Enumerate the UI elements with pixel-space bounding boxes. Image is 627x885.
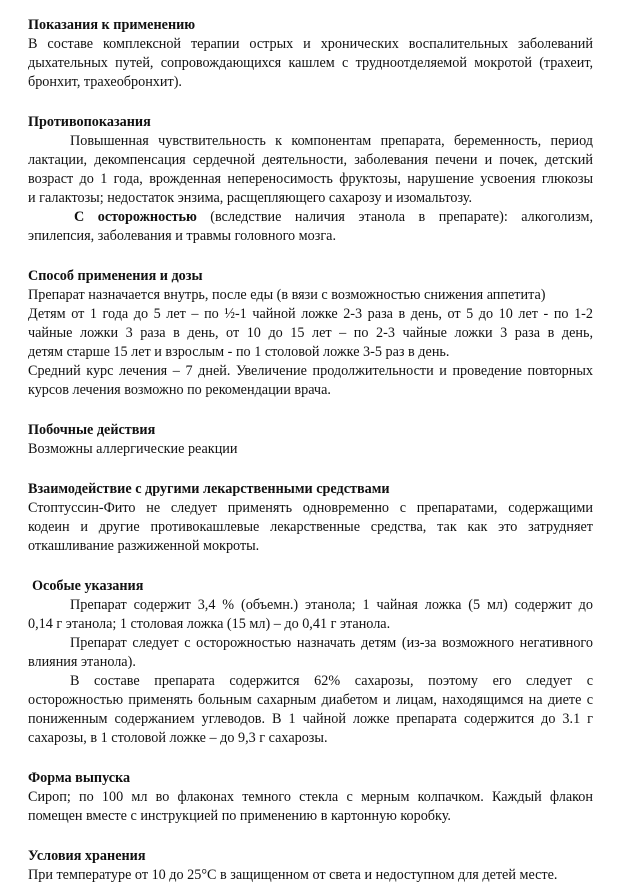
section-title-special: Особые указания [32,578,144,594]
text-line: чайные ложки 3 раза в день, от 10 до 15 лет – по 2-3 чайные ложки 3 раза в день, [28,325,593,341]
text-line: При температуре от 10 до 25°C в защищенном от света и недоступном для детей месте. [28,867,558,883]
text-line: Препарат следует с осторожностью назначать детям (из-за возможного негативного [70,635,593,651]
section-title-indications: Показания к применению [28,17,196,33]
section-form [28,769,593,826]
text-line: сахарозы, в 1 столовой ложке – до 9,3 г сахарозы. [28,730,328,746]
section-contraindications [28,113,593,246]
section-indications [28,16,593,92]
section-title-contraindications: Противопоказания [28,114,151,130]
text-line: дыхательных путей, сопровождающихся кашлем с трудноотделяемой мокротой (трахеит, [28,55,593,71]
section-interactions [28,480,593,556]
text-line: курсов лечения возможно по рекомендации врача. [28,382,331,398]
section-dosage [28,267,593,400]
text-line: Средний курс лечения – 7 дней. Увеличение продолжительности и проведение повторных [28,363,593,379]
text-line: Сироп; по 100 мл во флаконах темного стекла с мерным колпачком. Каждый флакон [28,789,593,805]
section-special [28,577,593,748]
section-title-dosage: Способ применения и дозы [28,268,203,284]
text-line: и галактозы; недостаток энзима, расщепляющего сахарозу и изомальтозу. [28,190,473,206]
text-line: влияния этанола). [28,654,136,670]
text-line: помещен вместе с инструкцией по применению в картонную коробку. [28,808,451,824]
text-line: Препарат назначается внутрь, после еды (в вязи с возможностью снижения аппетита) [28,287,546,303]
section-title-interactions: Взаимодействие с другими лекарственными средствами [28,481,390,497]
text-line: пониженным содержанием углеводов. В 1 чайной ложке препарата содержится до 3.1 г [28,711,593,727]
text-line: В составе комплексной терапии острых и хронических воспалительных заболеваний [28,36,593,52]
text-line: лактации, декомпенсация сердечной деятельности, заболевания печени и почек, детский [28,152,593,168]
text-line: возраст до 1 года, врожденная непереносимость фруктозы, нарушение усвоения глюкозы [28,171,593,187]
caution-line [28,208,593,227]
text-line: Детям от 1 года до 5 лет – по ½-1 чайной ложке 2-3 раза в день, от 5 до 10 лет - по 1-2 [28,306,593,322]
text-line: Препарат содержит 3,4 % (объемн.) этанола; 1 чайная ложка (5 мл) содержит до [70,597,593,613]
section-title-storage: Условия хранения [28,848,146,864]
section-side-effects [28,421,593,459]
section-title-form: Форма выпуска [28,770,131,786]
text-line: эпилепсия, заболевания и травмы головного мозга. [28,228,337,244]
section-storage [28,847,593,885]
text-line: бронхит, трахеобронхит). [28,74,182,90]
text-line: 0,14 г этанола; 1 столовая ложка (15 мл) – до 0,41 г этанола. [28,616,391,632]
text-line: Возможны аллергические реакции [28,441,238,457]
text-line: кодеин и другие противокашлевые лекарственные средства, так как это затрудняет [28,519,593,535]
caution-text: (вследствие наличия этанола в препарате): алкоголизм, [196,209,593,225]
instruction-document [28,16,593,885]
text-line: детям старше 15 лет и взрослым - по 1 столовой ложке 3-5 раз в день. [28,344,450,360]
text-line: Стоптуссин-Фито не следует применять одновременно с препаратами, содержащими [28,500,593,516]
text-line: Повышенная чувствительность к компонентам препарата, беременность, период [70,133,593,149]
section-title-side-effects: Побочные действия [28,422,156,438]
text-line: В составе препарата содержится 62% сахарозы, поэтому его следует с [70,673,593,689]
text-line: осторожностью применять больным сахарным диабетом и лицам, находящимся на диете с [28,692,593,708]
caution-label: С осторожностью [74,209,197,225]
text-line: откашливание разжиженной мокроты. [28,538,260,554]
